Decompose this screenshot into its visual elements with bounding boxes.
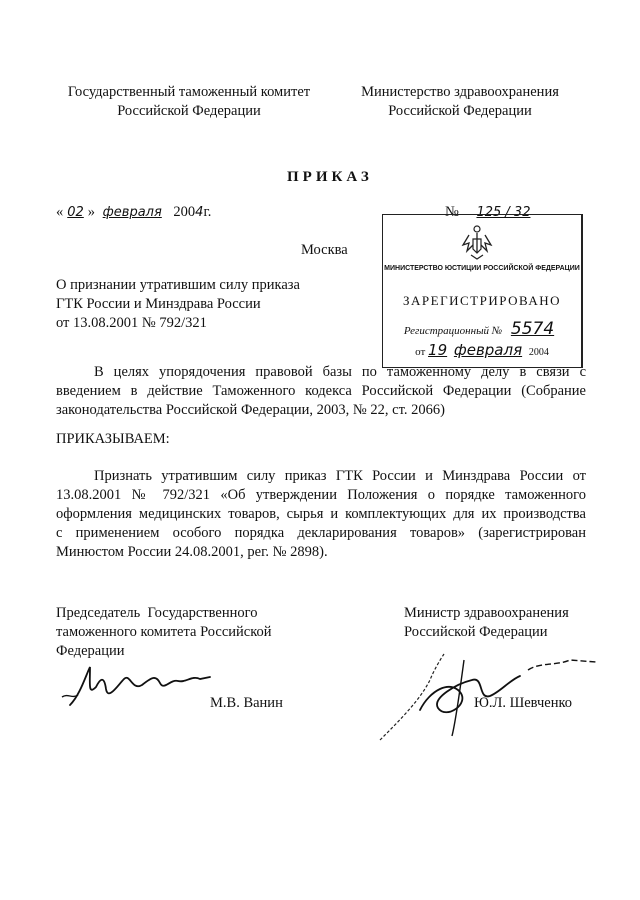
- issuer-left: [48, 83, 330, 121]
- signatory-right-line1: Министр здравоохранения: [404, 605, 569, 621]
- date-year-prefix: 200: [173, 204, 196, 220]
- subject-line2: ГТК России и Минздрава России: [56, 296, 261, 312]
- date-day: 02: [67, 205, 84, 220]
- stamp-date-day: 19: [428, 341, 448, 359]
- subject-line3: от 13.08.2001 № 792/321: [56, 315, 207, 331]
- date-month: февраля: [102, 205, 162, 220]
- registration-stamp: [382, 214, 583, 368]
- date-close-quote: »: [87, 204, 96, 220]
- body-line5: Минюстом России 24.08.2001, рег. № 2898).: [56, 544, 328, 560]
- stamp-date-month: февраля: [453, 341, 523, 359]
- body-line3: оформления медицинских товаров, сырья и комплектующих для их производства: [56, 506, 586, 522]
- stamp-reg-number: [383, 319, 581, 339]
- number-label: №: [445, 204, 459, 220]
- stamp-reg-label: Регистрационный №: [403, 325, 503, 337]
- stamp-ministry: МИНИСТЕРСТВО ЮСТИЦИИ РОССИЙСКОЙ ФЕДЕРАЦИИ: [384, 265, 580, 272]
- body-line4: с применением особого порядка декларирования товаров» (зарегистрирован: [56, 525, 586, 541]
- order-body: [56, 467, 586, 562]
- preamble-line1: В целях упорядочения правовой базы по таможенному делу в связи с: [94, 364, 586, 380]
- signatory-left: [56, 604, 272, 661]
- signatory-left-name: М.В. Ванин: [210, 695, 283, 711]
- subject: [56, 276, 300, 333]
- signatory-left-line3: Федерации: [56, 643, 125, 659]
- order-word: ПРИКАЗЫВАЕМ:: [56, 431, 170, 447]
- issuer-right-line1: Министерство здравоохранения: [361, 84, 559, 100]
- body-line1: Признать утратившим силу приказ ГТК России и Минздрава России от: [94, 468, 586, 484]
- stamp-registered: ЗАРЕГИСТРИРОВАНО: [403, 293, 561, 308]
- body-line2: 13.08.2001 № 792/321 «Об утверждении Положения о порядке таможенного: [56, 487, 586, 503]
- eagle-emblem-icon: [457, 221, 497, 261]
- number-value: 125 / 32: [476, 205, 531, 220]
- stamp-date: [383, 341, 581, 359]
- date-year-suffix: г.: [203, 204, 212, 220]
- date-year-digit: 4: [195, 205, 204, 220]
- document-title: ПРИКАЗ: [287, 169, 373, 185]
- issuer-left-line1: Государственный таможенный комитет: [67, 84, 311, 100]
- city: Москва: [301, 242, 348, 258]
- preamble-line2: введением в действие Таможенного кодекса Российской Федерации (Собрание: [56, 383, 586, 399]
- signatory-left-line1: Председатель Государственного: [56, 605, 258, 621]
- issuer-left-line2: Российской Федерации: [117, 103, 261, 119]
- stamp-date-year: 2004: [528, 347, 549, 358]
- stamp-date-prefix: от: [415, 346, 426, 358]
- preamble-line3: законодательства Российской Федерации, 2003, № 22, ст. 2066): [56, 402, 445, 418]
- signatory-right-line2: Российской Федерации: [404, 624, 548, 640]
- subject-line1: О признании утратившим силу приказа: [56, 277, 300, 293]
- order-date: [56, 203, 211, 222]
- date-open-quote: «: [56, 204, 64, 220]
- signatory-right: [404, 604, 569, 642]
- preamble: [56, 363, 586, 420]
- signatory-left-line2: таможенного комитета Российской: [56, 624, 272, 640]
- issuer-right-line2: Российской Федерации: [388, 103, 532, 119]
- signature-left-icon: [60, 655, 230, 715]
- stamp-reg-value: 5574: [510, 319, 555, 339]
- signatory-right-name: Ю.Л. Шевченко: [474, 695, 573, 711]
- issuer-right: [345, 83, 575, 121]
